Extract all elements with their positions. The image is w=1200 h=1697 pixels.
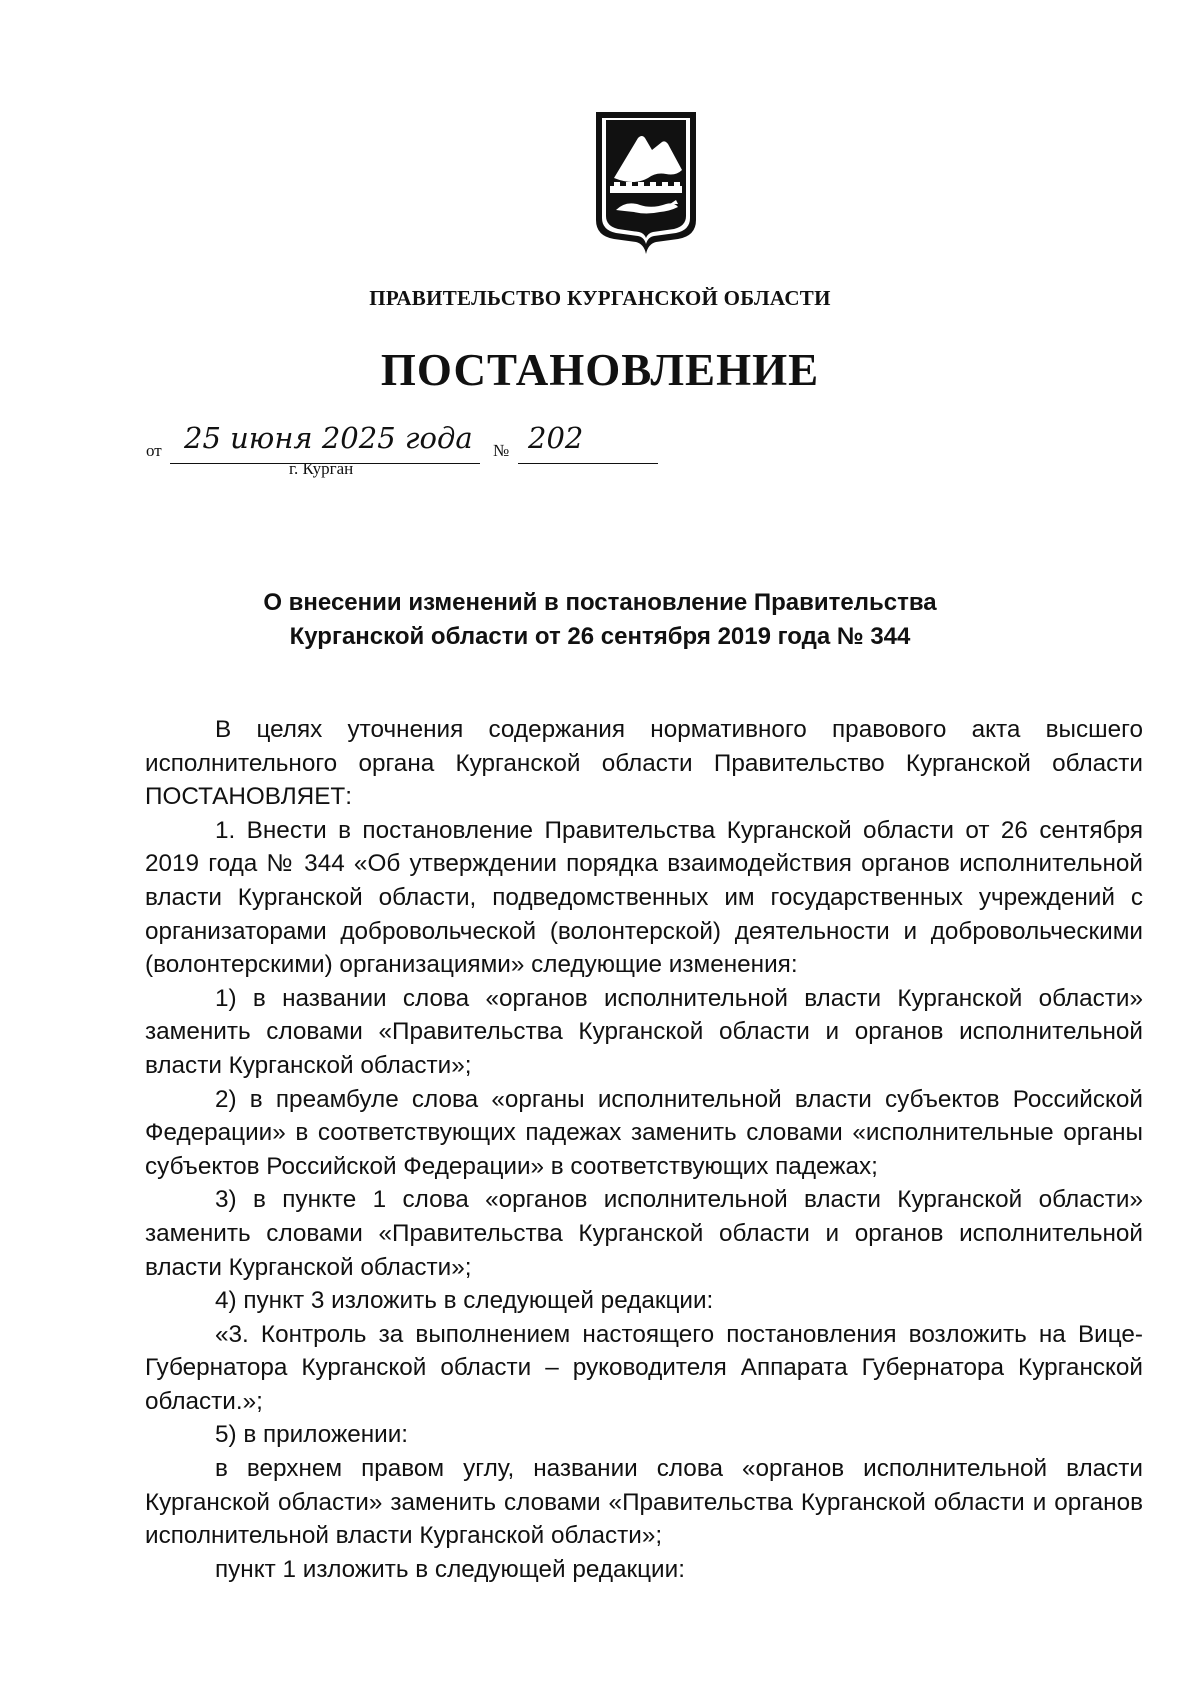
date-number-line	[146, 421, 666, 467]
paragraph-subitem-3: 3) в пункте 1 слова «органов исполнительной власти Курганской области» заменить словами «Правительства Курганской области и органов исполнительной власти Курганской области»;	[145, 1186, 1143, 1281]
paragraph-item-1-redaction: пункт 1 изложить в следующей редакции:	[215, 1555, 685, 1583]
handwritten-number: 202	[528, 421, 584, 455]
paragraph-item-1: 1. Внести в постановление Правительства Курганской области от 26 сентября 2019 года № 344 «Об утверждении порядка взаимодействия органов исполнительной власти Курганской области, подведомственных им государственных учреждений с организаторами добровольческой (волонтерской) деятельности и добровольческими (волонтерскими) организациями» следующие изменения:	[145, 816, 1143, 979]
number-underline	[518, 463, 658, 464]
document-body	[145, 713, 1143, 1586]
document-subject	[0, 586, 1200, 654]
city-label: г. Курган	[289, 459, 354, 478]
subject-line-2: Курганской области от 26 сентября 2019 года № 344	[289, 623, 911, 650]
paragraph-appendix-change: в верхнем правом углу, названии слова «органов исполнительной власти Курганской области» заменить словами «Правительства Курганской области и органов исполнительной власти Курганской области»;	[145, 1455, 1143, 1550]
handwritten-date: 25 июня 2025 года	[184, 421, 473, 455]
government-name: ПРАВИТЕЛЬСТВО КУРГАНСКОЙ ОБЛАСТИ	[369, 286, 831, 310]
paragraph-subitem-5: 5) в приложении:	[215, 1421, 409, 1449]
paragraph-preamble: В целях уточнения содержания нормативного правового акта высшего исполнительного органа Курганской области Правительство Курганской области ПОСТАНОВЛЯЕТ:	[145, 716, 1143, 811]
document-type-title: ПОСТАНОВЛЕНИЕ	[380, 345, 820, 395]
from-label: от	[146, 441, 162, 460]
paragraph-subitem-1: 1) в названии слова «органов исполнительной власти Курганской области» заменить словами «Правительства Курганской области и органов исполнительной власти Курганской области»;	[145, 984, 1143, 1079]
coat-of-arms-icon	[590, 108, 702, 258]
number-label: №	[493, 441, 510, 460]
paragraph-subitem-4: 4) пункт 3 изложить в следующей редакции:	[215, 1287, 714, 1315]
paragraph-subitem-2: 2) в преамбуле слова «органы исполнительной власти субъектов Российской Федерации» в соответствующих падежах заменить словами «исполнительные органы субъектов Российской Федерации» в соответствующих падежах;	[145, 1085, 1143, 1180]
subject-line-1: О внесении изменений в постановление Правительства	[263, 589, 937, 616]
paragraph-new-item-3: «3. Контроль за выполнением настоящего постановления возложить на Вице-Губернатора Курганской области – руководителя Аппарата Губернатора Курганской области.»;	[145, 1320, 1143, 1415]
